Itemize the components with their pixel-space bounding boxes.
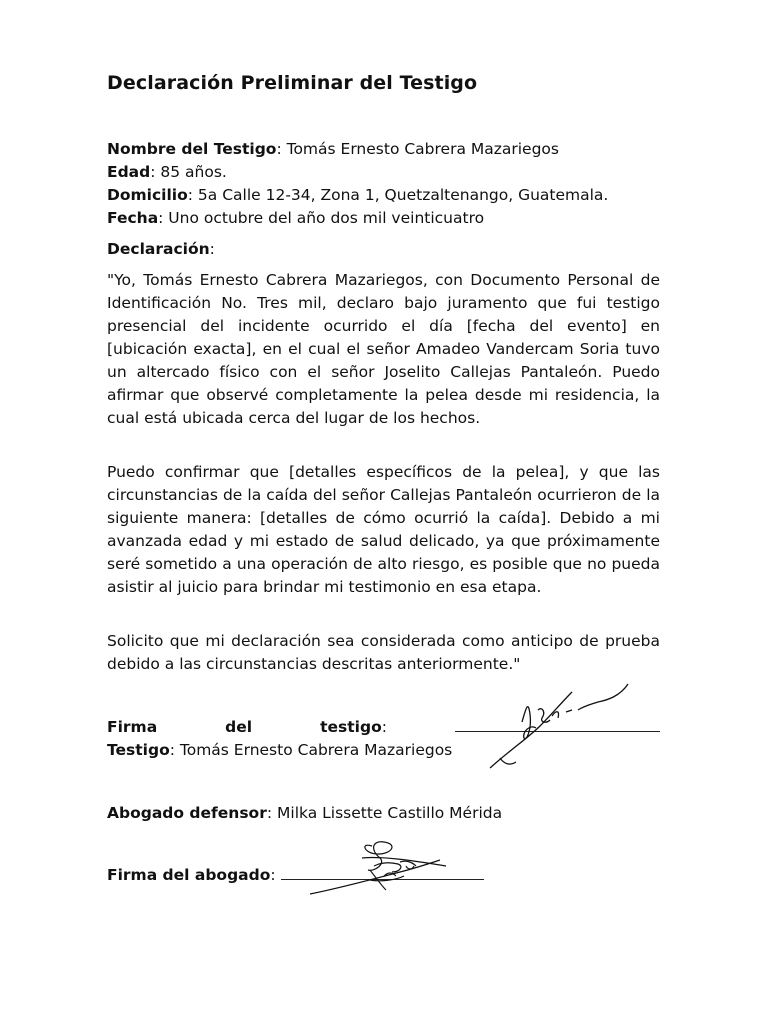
address-label: Domicilio [107, 186, 188, 204]
defense-lawyer-label: Abogado defensor [107, 804, 267, 822]
witness-signature-image [480, 680, 640, 775]
signature-word-testigo-text: testigo [320, 718, 382, 736]
lawyer-signature-label: Firma del abogado [107, 866, 271, 884]
declaration-heading [107, 238, 215, 261]
witness-name-value: : Tomás Ernesto Cabrera Mazariegos [276, 140, 559, 158]
declaration-paragraph-2: Puedo confirmar que [detalles específicos de la pelea], y que las circunstancias de la caída del señor Callejas Pantaleón ocurrieron de la siguiente manera: [detalles de cómo ocurrió la caída]. Debido a mi avanzada edad y mi estado de salud delicado, ya que próximamente seré sometido a una operación de alto riesgo, es posible que no pueda asistir al juicio para brindar mi testimonio en esa etapa. [107, 463, 660, 596]
lawyer-signature-colon: : [270, 866, 276, 884]
signature-word-testigo [320, 716, 387, 739]
defense-lawyer-field [107, 802, 502, 825]
witness-value: : Tomás Ernesto Cabrera Mazariegos [169, 741, 453, 759]
date-value: : Uno octubre del año dos mil veinticuatro [158, 209, 485, 227]
date-label: Fecha [107, 209, 159, 227]
age-label: Edad [107, 163, 151, 181]
lawyer-signature-image [300, 836, 460, 896]
witness-label: Testigo [107, 741, 170, 759]
declaration-colon: : [209, 240, 215, 258]
declaration-paragraph-3: Solicito que mi declaración sea considerada como anticipo de prueba debido a las circunstancias descritas anteriormente." [107, 632, 660, 673]
witness-name-label: Nombre del Testigo [107, 140, 277, 158]
witness-name-field [107, 138, 559, 161]
signature-word-testigo-colon: : [381, 718, 387, 736]
date-field [107, 207, 484, 230]
signature-word-del: del [225, 718, 253, 736]
witness-field [107, 739, 452, 762]
page-title: Declaración Preliminar del Testigo [107, 72, 478, 94]
signature-word-firma: Firma [107, 718, 158, 736]
address-value: : 5a Calle 12-34, Zona 1, Quetzaltenango, Guatemala. [187, 186, 609, 204]
address-field [107, 184, 608, 207]
declaration-label: Declaración [107, 240, 210, 258]
defense-lawyer-value: : Milka Lissette Castillo Mérida [266, 804, 503, 822]
age-value: : 85 años. [150, 163, 227, 181]
declaration-paragraph-1: "Yo, Tomás Ernesto Cabrera Mazariegos, con Documento Personal de Identificación No. Tres mil, declaro bajo juramento que fui testigo presencial del incidente ocurrido el día [fecha del evento] en [ubicación exacta], en el cual el señor Amadeo Vandercam Soria tuvo un altercado físico con el señor Joselito Callejas Pantaleón. Puedo afirmar que observé completamente la pelea desde mi residencia, la cual está ubicada cerca del lugar de los hechos. [107, 271, 660, 427]
age-field [107, 161, 227, 184]
